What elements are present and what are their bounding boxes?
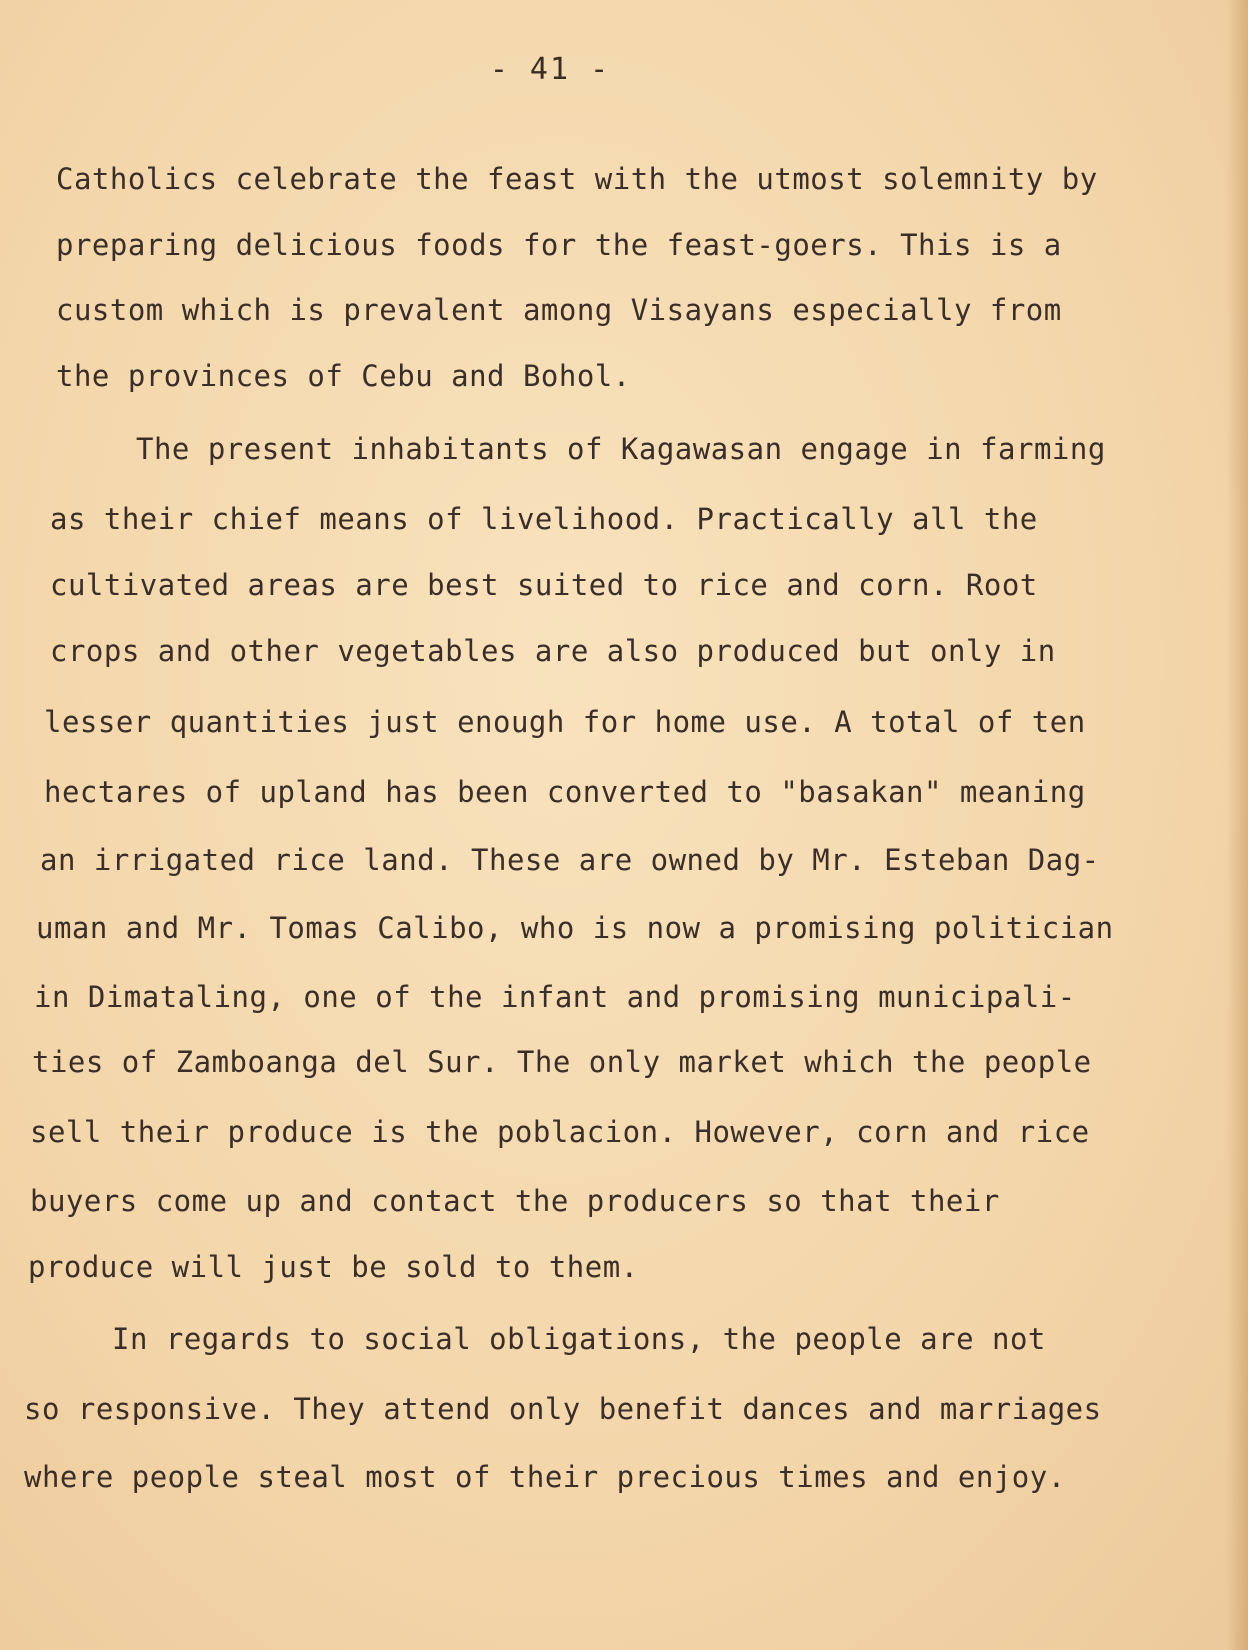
text-line: so responsive. They attend only benefit dances and marriages	[24, 1392, 1102, 1426]
text-line: Catholics celebrate the feast with the utmost solemnity by	[56, 162, 1098, 196]
text-line: preparing delicious foods for the feast-goers. This is a	[56, 228, 1062, 262]
text-line: buyers come up and contact the producers so that their	[30, 1184, 1000, 1218]
text-line: lesser quantities just enough for home use. A total of ten	[44, 705, 1086, 739]
text-line: custom which is prevalent among Visayans especially from	[56, 293, 1062, 327]
text-line: hectares of upland has been converted to "basakan" meaning	[44, 775, 1086, 809]
text-line: where people steal most of their precious times and enjoy.	[24, 1460, 1066, 1494]
text-line: an irrigated rice land. These are owned by Mr. Esteban Dag-	[40, 843, 1100, 877]
text-line: crops and other vegetables are also produced but only in	[50, 634, 1056, 668]
text-line: cultivated areas are best suited to rice and corn. Root	[50, 568, 1038, 602]
text-line: In regards to social obligations, the people are not	[112, 1322, 1046, 1356]
text-line: produce will just be sold to them.	[28, 1250, 639, 1284]
text-line: The present inhabitants of Kagawasan engage in farming	[136, 432, 1106, 466]
page-number: - 41 -	[489, 52, 611, 87]
text-line: the provinces of Cebu and Bohol.	[56, 359, 631, 393]
text-line: as their chief means of livelihood. Practically all the	[50, 502, 1038, 536]
text-line: in Dimataling, one of the infant and promising municipali-	[34, 980, 1076, 1014]
text-line: uman and Mr. Tomas Calibo, who is now a promising politician	[36, 911, 1114, 945]
text-line: ties of Zamboanga del Sur. The only market which the people	[32, 1045, 1092, 1079]
text-line: sell their produce is the poblacion. However, corn and rice	[30, 1115, 1090, 1149]
